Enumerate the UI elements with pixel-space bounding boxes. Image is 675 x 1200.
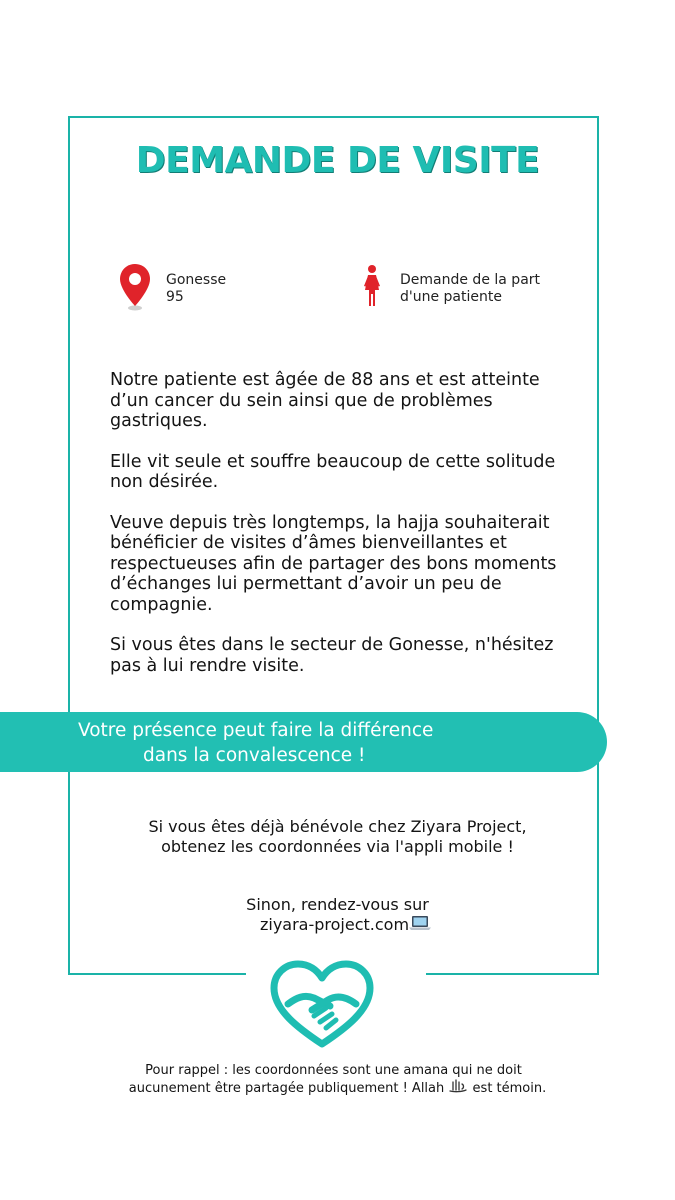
description-paragraph-1: Notre patiente est âgée de 88 ans et est atteinte d’un cancer du sein ainsi que de problèmes gastriques. [110,370,540,431]
request-line2: d'une patiente [400,289,502,305]
volunteer-line-2: obtenez les coordonnées via l'appli mobile ! [161,837,514,856]
website-line [8,915,675,936]
laptop-icon [409,915,431,936]
location-text [166,272,226,306]
map-pin-icon [118,262,152,316]
location-code: 95 [166,289,184,305]
description-paragraph-2: Elle vit seule et souffre beaucoup de cette solitude non désirée. [110,451,556,492]
heart-handshake-logo-icon [268,958,376,1054]
page-title: DEMANDE DE VISITE [135,140,540,181]
request-info [362,264,540,312]
website-link[interactable]: ziyara-project.com [259,915,410,934]
location-info [118,262,226,316]
description-paragraph-4: Si vous êtes dans le secteur de Gonesse, n'hésitez pas à lui rendre visite. [110,635,554,676]
arabic-blessing-icon [448,1079,468,1098]
volunteer-line-1: Si vous êtes déjà bénévole chez Ziyara Project, [148,817,527,836]
footer-line-2-end: est témoin. [472,1081,547,1096]
location-city: Gonesse [166,272,227,288]
banner-line-2: dans la convalescence ! [143,745,366,766]
description [110,370,580,696]
footer-line-2 [0,1079,675,1098]
website-intro: Sinon, rendez-vous sur [246,895,429,914]
footer-line-2-start: aucunement être partagée publiquement ! Allah [128,1081,445,1096]
woman-icon [362,264,382,312]
description-paragraph-3: Veuve depuis très longtemps, la hajja souhaiterait bénéficier de visites d’âmes bienveillantes et respectueuses afin de partager des bons moments d’échanges lui permettant d’avoir un peu de compagnie. [110,512,557,615]
request-text [400,272,540,306]
request-line1: Demande de la part [400,272,541,288]
footer-line-1: Pour rappel : les coordonnées sont une amana qui ne doit [145,1063,522,1078]
banner-line-1: Votre présence peut faire la différence [78,720,434,741]
